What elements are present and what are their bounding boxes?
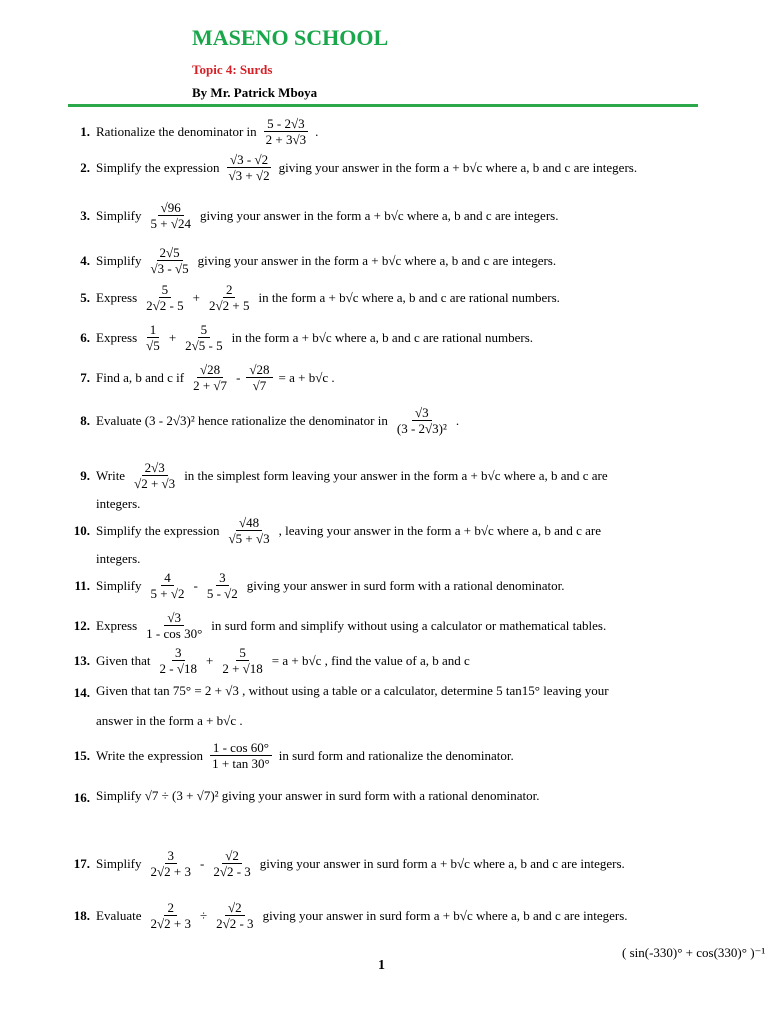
fraction (204, 570, 241, 601)
fraction (394, 405, 450, 436)
fraction-numerator: 1 (147, 322, 160, 338)
question-number: 17. (73, 856, 90, 871)
question-text: Simplify (96, 855, 142, 871)
fraction-numerator: 2 (223, 282, 236, 298)
fraction-numerator: 5 (198, 322, 211, 338)
question-number: 5. (80, 290, 90, 305)
trailing-expression: ( sin(-330)° + cos(330)° )⁻¹ (622, 945, 766, 960)
fraction-denominator: 5 - √2 (206, 586, 238, 601)
fraction-numerator: 2 (164, 900, 177, 916)
page-number: 1 (378, 958, 385, 973)
fraction-denominator: 2√2 + 3 (150, 916, 191, 931)
question-text-tail: in surd form and simplify without using a calculator or mathematical tables. (211, 617, 607, 633)
question-item (70, 460, 750, 511)
fraction-denominator: 2√2 + 3 (150, 864, 191, 879)
question-number: 1. (80, 124, 90, 139)
fraction-numerator: 5 (236, 645, 249, 661)
question-number: 16. (73, 790, 90, 805)
fraction (213, 900, 256, 931)
operator: + (192, 289, 200, 305)
question-text-tail: giving your answer in the form a + b√c where a, b and c are integers. (199, 207, 559, 223)
question-item (70, 848, 750, 892)
question-item (70, 788, 750, 832)
fraction (148, 848, 194, 879)
question-item (70, 405, 750, 449)
question-item (70, 740, 750, 784)
question-text-tail: in the simplest form leaving your answer in the form a + b√c where a, b and c are (184, 467, 608, 483)
question-number: 12. (73, 618, 90, 633)
question-continuation: integers. (96, 551, 141, 566)
question-text-tail: in the form a + b√c where a, b and c are rational numbers. (258, 289, 560, 305)
fraction-numerator: 5 - 2√3 (264, 116, 307, 132)
question-number: 3. (80, 208, 90, 223)
fraction-denominator: √5 (146, 338, 160, 353)
operator: + (168, 329, 177, 345)
fraction-numerator: 3 (172, 645, 185, 661)
fraction (226, 515, 273, 546)
fraction-numerator: √48 (236, 515, 262, 531)
fraction-denominator: 2 + √18 (222, 661, 263, 676)
fraction (263, 116, 309, 147)
question-text-tail: giving your answer in the form a + b√c where a, b and c are integers. (278, 159, 638, 175)
question-text: Evaluate (96, 907, 142, 923)
fraction (131, 460, 178, 491)
fraction-numerator: 2√3 (142, 460, 168, 476)
fraction-denominator: 2 + √7 (193, 378, 228, 393)
fraction-denominator: 1 + tan 30° (212, 756, 270, 771)
fraction-denominator: 2√2 - 3 (216, 916, 254, 931)
question-text: Write the expression (96, 747, 204, 763)
question-text: Simplify (96, 207, 142, 223)
question-text: Simplify √7 ÷ (3 + √7)² giving your answer in surd form with a rational denominator. (96, 788, 540, 803)
operator: - (193, 577, 198, 593)
fraction (246, 362, 272, 393)
question-text-tail: giving your answer in the form a + b√c where a, b and c are integers. (197, 252, 557, 268)
operator: ÷ (199, 907, 208, 923)
question-continuation: integers. (96, 496, 141, 511)
school-title: MASENO SCHOOL (192, 25, 389, 50)
fraction-denominator: √2 + √3 (134, 476, 176, 491)
question-text-tail: = a + b√c , find the value of a, b and c (271, 652, 470, 668)
question-number: 14. (73, 685, 90, 700)
fraction-numerator: 3 (216, 570, 229, 586)
fraction-numerator: √3 (164, 610, 184, 626)
question-number: 18. (73, 908, 90, 923)
fraction (206, 282, 252, 313)
author-line: By Mr. Patrick Mboya (192, 85, 318, 100)
question-text: Rationalize the denominator in (96, 123, 257, 139)
fraction (209, 740, 273, 771)
question-text-tail: , leaving your answer in the form a + b√c where a, b and c are (278, 522, 601, 538)
question-number: 2. (80, 160, 90, 175)
question-text-tail: in surd form and rationalize the denominator. (278, 747, 514, 763)
question-item (70, 570, 750, 614)
fraction (143, 282, 186, 313)
question-text: Simplify (96, 577, 142, 593)
fraction (157, 645, 200, 676)
question-text-tail: giving your answer in surd form a + b√c where a, b and c are integers. (262, 907, 628, 923)
question-text: Express (96, 617, 138, 633)
fraction (219, 645, 265, 676)
fraction (148, 570, 188, 601)
fraction (226, 152, 273, 183)
fraction-numerator: √28 (197, 362, 223, 378)
question-text: Simplify the expression (96, 522, 220, 538)
question-text-tail: giving your answer in surd form a + b√c where a, b and c are integers. (259, 855, 625, 871)
fraction-denominator: 2 - √18 (159, 661, 197, 676)
fraction-numerator: √3 (412, 405, 432, 421)
question-item (70, 515, 750, 566)
operator: - (199, 855, 205, 871)
fraction-numerator: √28 (246, 362, 272, 378)
question-number: 11. (74, 578, 90, 593)
fraction-denominator: √7 (252, 378, 267, 393)
question-text: Evaluate (3 - 2√3)² hence rationalize the denominator in (96, 412, 388, 428)
fraction-denominator: 5 + √24 (150, 216, 191, 231)
fraction (143, 322, 163, 353)
topic-heading: Topic 4: Surds (192, 62, 273, 77)
fraction (190, 362, 230, 393)
question-text: Express (96, 289, 138, 305)
fraction-denominator: 2√2 + 5 (208, 298, 250, 313)
fraction-numerator: 4 (161, 570, 174, 586)
question-item (70, 900, 750, 944)
question-number: 4. (80, 253, 90, 268)
operator: + (205, 652, 214, 668)
header-divider (68, 104, 698, 107)
question-item (70, 200, 750, 244)
question-number: 15. (73, 748, 90, 763)
question-text-tail: . (315, 123, 319, 139)
question-number: 13. (73, 653, 90, 668)
question-text: Given that (96, 652, 151, 668)
fraction-denominator: √3 + √2 (228, 168, 270, 183)
question-continuation: answer in the form a + b√c . (96, 713, 243, 728)
fraction-denominator: 2√2 - 3 (213, 864, 251, 879)
question-item (70, 683, 750, 727)
fraction-numerator: 1 - cos 60° (210, 740, 272, 756)
operator: - (236, 369, 241, 385)
fraction-denominator: √5 + √3 (228, 531, 270, 546)
fraction (148, 245, 192, 276)
question-text: Express (96, 329, 138, 345)
fraction-numerator: √96 (158, 200, 184, 216)
question-item (70, 362, 750, 406)
question-number: 8. (80, 413, 90, 428)
fraction-denominator: √3 - √5 (150, 261, 189, 276)
fraction-denominator: 2√5 - 5 (185, 338, 223, 353)
fraction-numerator: √2 (225, 900, 245, 916)
question-item (70, 322, 750, 366)
question-text-tail: giving your answer in surd form with a rational denominator. (246, 577, 565, 593)
fraction (210, 848, 253, 879)
question-number: 9. (80, 468, 90, 483)
question-text: Simplify the expression (96, 159, 220, 175)
fraction-numerator: √3 - √2 (227, 152, 271, 168)
question-item (70, 152, 750, 196)
question-text: Write (96, 467, 126, 483)
fraction-denominator: (3 - 2√3)² (396, 421, 447, 436)
fraction (147, 900, 193, 931)
question-text: Simplify (96, 252, 142, 268)
fraction-denominator: 5 + √2 (150, 586, 185, 601)
question-number: 10. (73, 523, 90, 538)
fraction-numerator: 5 (159, 282, 172, 298)
question-text-tail: . (455, 412, 460, 428)
question-number: 6. (80, 330, 90, 345)
question-text-tail: = a + b√c . (278, 369, 335, 385)
fraction-denominator: 2√2 - 5 (146, 298, 184, 313)
question-number: 7. (80, 370, 90, 385)
fraction-numerator: √2 (222, 848, 242, 864)
fraction-numerator: 2√5 (157, 245, 183, 261)
fraction-denominator: 2 + 3√3 (265, 132, 307, 147)
fraction-numerator: 3 (165, 848, 178, 864)
fraction (148, 200, 194, 231)
fraction (182, 322, 225, 353)
question-item (70, 282, 750, 326)
question-text: Given that tan 75° = 2 + √3 , without using a table or a calculator, determine 5 tan15° leaving your (96, 683, 609, 698)
fraction-denominator: 1 - cos 30° (146, 626, 203, 641)
question-text: Find a, b and c if (96, 369, 185, 385)
question-text-tail: in the form a + b√c where a, b and c are rational numbers. (231, 329, 534, 345)
fraction (143, 610, 205, 641)
